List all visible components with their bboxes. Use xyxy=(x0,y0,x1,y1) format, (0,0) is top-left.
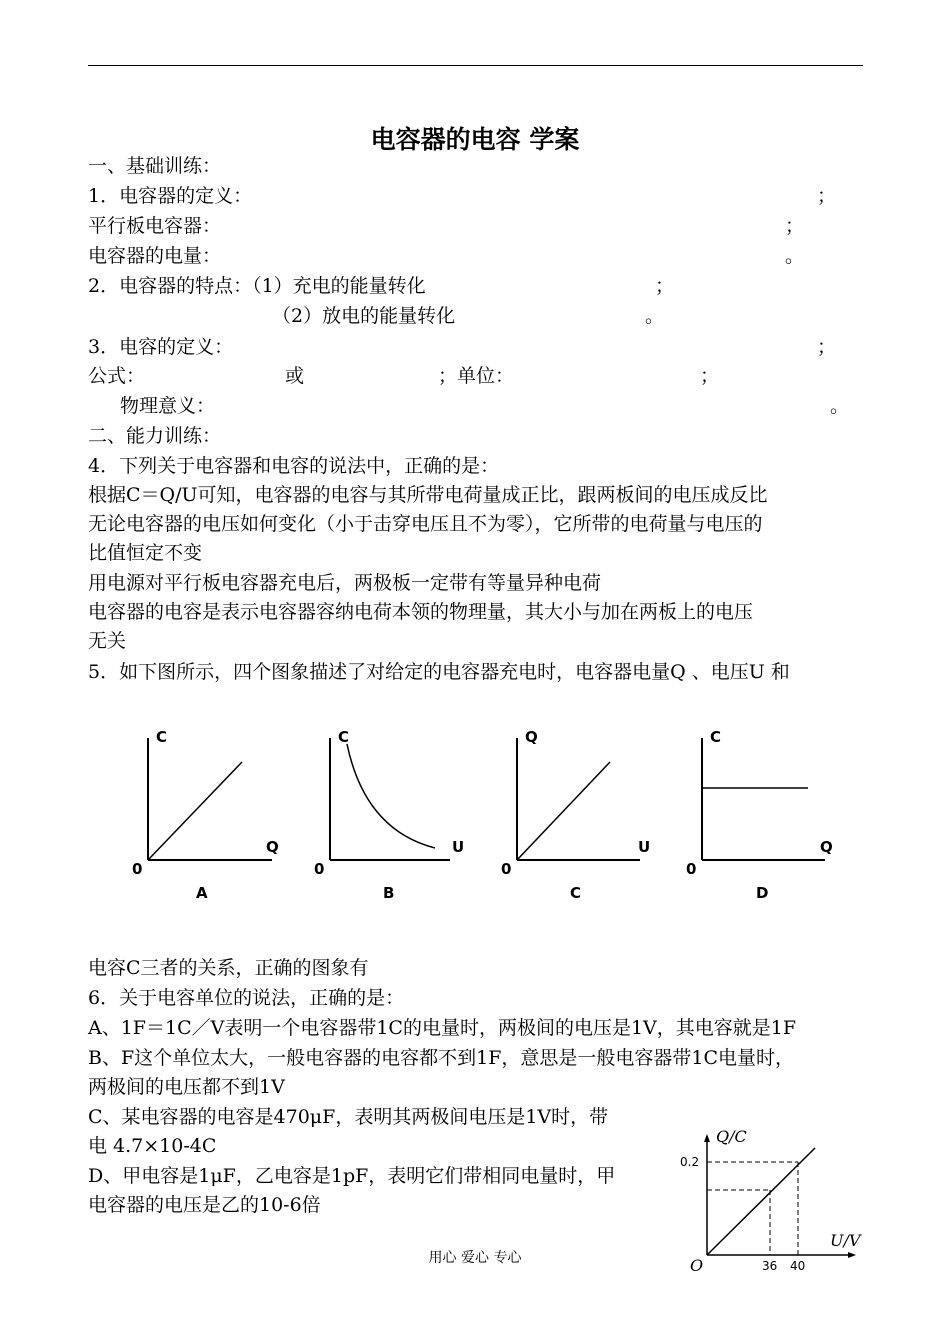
graph-b-label: B xyxy=(383,884,395,902)
question-4-option-a: 根据C＝Q/U可知，电容器的电容与其所带电荷量成正比，跟两板间的电压成反比 xyxy=(88,484,768,506)
graph-d xyxy=(686,728,833,902)
question-5: 5．如下图所示，四个图象描述了对给定的电容器充电时，电容器电量Q 、电压U 和 xyxy=(88,661,790,683)
header-rule xyxy=(88,65,863,66)
graph-d-label: D xyxy=(756,884,769,902)
question-6-option-b: B、F这个单位太大，一般电容器的电容都不到1F，意思是一般电容器带1C电量时， xyxy=(88,1047,795,1069)
line-3-end: ； xyxy=(817,336,837,358)
graph-c-y-label: Q xyxy=(525,728,538,746)
graph-a-label: A xyxy=(196,884,208,902)
line-unit-end: ； xyxy=(700,365,720,387)
question-5-cont: 电容C三者的关系，正确的图象有 xyxy=(88,957,369,979)
graph-a xyxy=(132,728,279,902)
line-formula: 公式： xyxy=(88,365,146,387)
graph-d-y-label: C xyxy=(710,728,722,746)
question-6-option-c: C、某电容器的电容是470μF，表明其两极间电压是1V时，带 xyxy=(88,1106,609,1128)
question-6-option-d-cont: 电容器的电压是乙的10-6倍 xyxy=(88,1194,321,1216)
question-4: 4．下列关于电容器和电容的说法中，正确的是： xyxy=(88,455,500,477)
qu-graph-y-label: Q/C xyxy=(716,1127,747,1146)
line-1-end: ； xyxy=(817,185,837,207)
line-meaning: 物理意义： xyxy=(120,395,216,417)
qu-graph-origin: O xyxy=(690,1256,704,1275)
line-1-definition: 1．电容器的定义： xyxy=(88,185,253,207)
line-discharge: （2）放电的能量转化 xyxy=(272,305,456,327)
question-4-option-b-cont: 比值恒定不变 xyxy=(88,542,203,564)
line-unit: ；单位： xyxy=(438,365,515,387)
question-4-option-c: 用电源对平行板电容器充电后，两极板一定带有等量异种电荷 xyxy=(88,572,602,594)
line-charge-end: 。 xyxy=(785,245,805,267)
line-parallel-end: ； xyxy=(785,215,805,237)
graph-d-x-label: Q xyxy=(820,838,833,856)
line-formula-or: 或 xyxy=(285,365,305,387)
graph-c-x-label: U xyxy=(638,838,651,856)
graph-a-y-label: C xyxy=(156,728,168,746)
section-basic: 一、基础训练： xyxy=(88,155,222,177)
line-parallel-plate: 平行板电容器： xyxy=(88,215,222,237)
qu-graph-ytick: 0.2 xyxy=(680,1155,700,1169)
qu-graph-xtick-36: 36 xyxy=(762,1259,778,1273)
graphs-figure xyxy=(120,720,840,910)
graph-c xyxy=(501,728,650,902)
graph-c-origin: 0 xyxy=(501,860,512,878)
line-discharge-end: 。 xyxy=(645,305,665,327)
graph-b-y-label: C xyxy=(338,728,350,746)
question-6-option-b-cont: 两极间的电压都不到1V xyxy=(88,1076,285,1098)
graph-b-origin: 0 xyxy=(314,860,325,878)
question-4-option-d: 电容器的电容是表示电容器容纳电荷本领的物理量，其大小与加在两板上的电压 xyxy=(88,601,754,623)
question-6-option-c-cont: 电 4.7×10-4C xyxy=(88,1135,217,1157)
line-meaning-end: 。 xyxy=(830,395,850,417)
question-4-option-d-cont: 无关 xyxy=(88,630,127,652)
graph-d-origin: 0 xyxy=(686,860,697,878)
question-4-option-b: 无论电容器的电压如何变化（小于击穿电压且不为零），它所带的电荷量与电压的 xyxy=(88,513,763,535)
page-title: 电容器的电容 学案 xyxy=(370,125,580,154)
graph-a-origin: 0 xyxy=(132,860,143,878)
question-6: 6．关于电容单位的说法，正确的是： xyxy=(88,987,405,1009)
graph-a-x-label: Q xyxy=(266,838,279,856)
graph-b xyxy=(314,728,464,902)
line-3-capacitance: 3．电容的定义： xyxy=(88,336,234,358)
page-footer: 用心 爱心 专心 xyxy=(428,1250,522,1266)
line-2-end: ； xyxy=(655,275,675,297)
graph-b-x-label: U xyxy=(452,838,465,856)
section-ability: 二、能力训练： xyxy=(88,425,222,447)
qu-graph-xtick-40: 40 xyxy=(790,1259,806,1273)
qu-graph-x-label: U/V xyxy=(830,1231,861,1250)
question-6-option-a: A、1F＝1C／V表明一个电容器带1C的电量时，两极间的电压是1V，其电容就是1F xyxy=(88,1017,797,1039)
graph-c-label: C xyxy=(570,884,582,902)
line-charge: 电容器的电量： xyxy=(88,245,222,267)
question-6-option-d: D、甲电容是1μF，乙电容是1pF，表明它们带相同电量时，甲 xyxy=(88,1165,616,1187)
line-2-features: 2．电容器的特点：（1）充电的能量转化 xyxy=(88,275,426,297)
